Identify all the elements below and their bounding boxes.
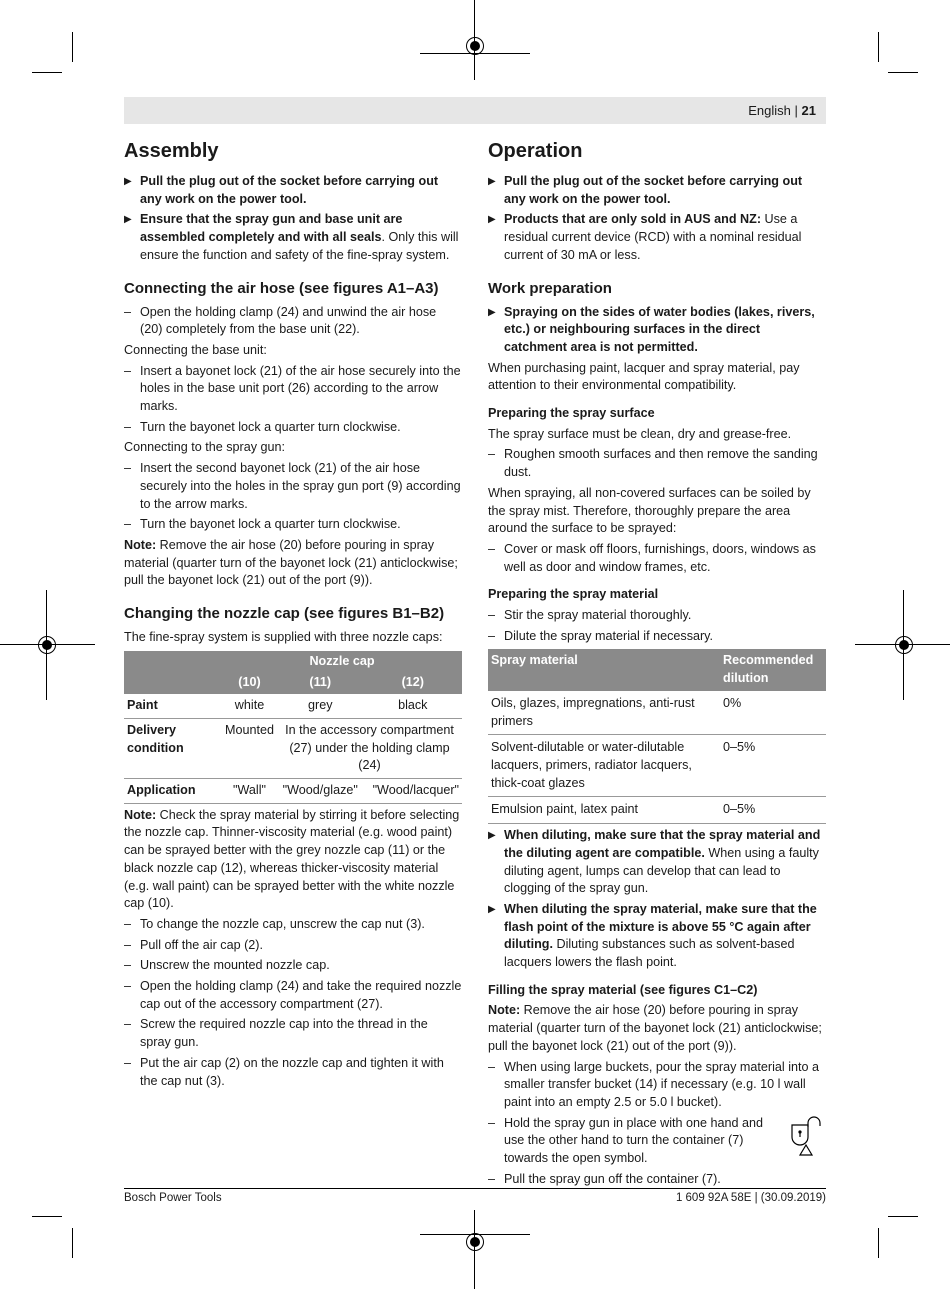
crop-mark [32, 1216, 62, 1217]
warning-bold: Pull the plug out of the socket before carrying out any work on the power tool. [140, 174, 439, 206]
note-label: Note: [124, 807, 157, 822]
table-cell: Oils, glazes, impregnations, anti-rust primers [488, 691, 720, 735]
list-item: – Turn the bayonet lock a quarter turn clockwise. [124, 419, 462, 437]
note-text: Remove the air hose (20) before pouring in spray material (quarter turn of the bayonet lock (21) anticlockwise; pull the bayonet lock (21) out of the port (9)). [488, 1003, 822, 1053]
subsection-heading: Preparing the spray surface [488, 406, 655, 421]
note [124, 537, 462, 590]
table-cell: "Wood/glaze" [277, 778, 364, 803]
note-label: Note: [488, 1003, 521, 1018]
left-column [124, 138, 462, 1093]
crop-mark [888, 1216, 918, 1217]
list-item: – Pull the spray gun off the container (7). [488, 1171, 826, 1189]
warning-text: When using a faulty diluting agent, lumps can develop that can lead to clogging of the spray gun. [504, 845, 819, 896]
table-header: Recommended dilution [720, 649, 826, 690]
table-cell: 0–5% [720, 735, 826, 797]
table-header-empty [124, 651, 222, 673]
footer-doc-id: 1 609 92A 58E | (30.09.2019) [675, 1192, 826, 1204]
unlock-icon [786, 1113, 826, 1157]
right-column [488, 138, 826, 1191]
list-item: – When using large buckets, pour the spray material into a smaller transfer bucket (14) if necessary (e.g. 10 l wall paint into an empty 2.5 or 5.0 l bucket). [488, 1059, 826, 1112]
note [124, 807, 462, 913]
table-row [124, 718, 462, 778]
warning-bold: Spraying on the sides of water bodies (lakes, rivers, etc.) or neighbouring surfaces in the direct catchment area is not permitted. [504, 304, 815, 354]
warning-item [488, 173, 826, 208]
list-item: – Pull off the air cap (2). [124, 937, 462, 955]
list-item: – Roughen smooth surfaces and then remove the sanding dust. [488, 446, 826, 481]
paragraph: When purchasing paint, lacquer and spray material, pay attention to their environmental compatibility. [488, 360, 800, 393]
warning-bold: Ensure that the spray gun and base unit are assembled completely and with all seals [140, 212, 403, 245]
table-cell: Emulsion paint, latex paint [488, 797, 720, 824]
list-item: – Open the holding clamp (24) and take the required nozzle cap out of the accessory compartment (27). [124, 978, 462, 1013]
paragraph: The spray surface must be clean, dry and grease-free. [488, 426, 792, 441]
warning-bold: When diluting, make sure that the spray material and the diluting agent are compatible. [504, 828, 821, 860]
warning-item [488, 901, 826, 972]
table-row [124, 778, 462, 803]
crop-mark [72, 32, 73, 62]
list-item-with-icon [488, 1115, 826, 1168]
subsection-heading: Filling the spray material (see figures C1–C2) [488, 982, 758, 997]
page-header [124, 97, 826, 124]
warning-item [124, 173, 462, 208]
note [488, 1002, 826, 1055]
table-header: Spray material [488, 649, 720, 690]
paragraph: The fine-spray system is supplied with three nozzle caps: [124, 630, 443, 645]
note-text: Remove the air hose (20) before pouring in spray material (quarter turn of the bayonet lock (21) anticlockwise; pull the bayonet lock (21) out of the port (9)). [124, 537, 458, 588]
warning-bold: Pull the plug out of the socket before carrying out any work on the power tool. [504, 174, 803, 206]
table-cell: Application [124, 778, 222, 803]
list-item: – Dilute the spray material if necessary. [488, 628, 826, 646]
nozzle-cap-table [124, 651, 462, 804]
table-cell: Delivery condition [124, 718, 222, 778]
list-item: – Stir the spray material thoroughly. [488, 607, 826, 625]
footer-rule [124, 1188, 826, 1189]
warning-item [488, 304, 826, 357]
list-item: – Cover or mask off floors, furnishings, doors, windows as well as door and window frames, etc. [488, 541, 826, 576]
operation-title: Operation [488, 140, 583, 162]
subsection-heading: Preparing the spray material [488, 587, 659, 602]
crop-mark [72, 1228, 73, 1258]
paragraph: When spraying, all non-covered surfaces can be soiled by the spray mist. Therefore, thoroughly prepare the area around the surface to be sprayed: [488, 485, 811, 536]
section-heading: Connecting the air hose (see figures A1–A3) [124, 279, 439, 297]
header-separator: | [794, 103, 798, 118]
footer-brand: Bosch Power Tools [124, 1192, 222, 1204]
warning-item [488, 827, 826, 898]
warning-text: Diluting substances such as solvent-based lacquers lowers the flash point. [504, 937, 795, 970]
dilution-table [488, 649, 826, 824]
list-item: – Hold the spray gun in place with one hand and use the other hand to turn the container (7) towards the open symbol. [488, 1115, 826, 1168]
crop-mark [878, 1228, 879, 1258]
registration-mark-icon [466, 37, 484, 55]
warning-bold: Products that are only sold in AUS and NZ: [504, 212, 762, 227]
table-header-empty [124, 672, 222, 694]
list-item: – Put the air cap (2) on the nozzle cap and tighten it with the cap nut (3). [124, 1055, 462, 1090]
paragraph: Connecting the base unit: [124, 342, 267, 357]
section-heading: Work preparation [488, 279, 612, 297]
list-item: – To change the nozzle cap, unscrew the cap nut (3). [124, 916, 462, 934]
registration-mark-icon [38, 636, 56, 654]
registration-mark-icon [895, 636, 913, 654]
list-item: – Unscrew the mounted nozzle cap. [124, 957, 462, 975]
table-cell: In the accessory compartment (27) under the holding clamp (24) [277, 718, 462, 778]
table-cell: Solvent-dilutable or water-dilutable lacquers, primers, radiator lacquers, thick-coat glazes [488, 735, 720, 797]
table-cell: Mounted [222, 718, 277, 778]
assembly-title: Assembly [124, 140, 219, 162]
crop-mark [888, 72, 918, 73]
warning-item [488, 211, 826, 264]
note-text: Check the spray material by stirring it before selecting the nozzle cap. Thinner-viscosity material (e.g. wood paint) can be sprayed better with the grey nozzle cap (11) or the black nozzle cap (12), whereas thicker-viscosity material (e.g. wall paint) can be sprayed better with the white nozzle cap (10). [124, 807, 460, 911]
table-cell: white [222, 694, 277, 718]
table-cell: "Wall" [222, 778, 277, 803]
table-header: Nozzle cap [222, 651, 462, 673]
table-header: (10) [222, 672, 277, 694]
list-item: – Turn the bayonet lock a quarter turn clockwise. [124, 516, 462, 534]
table-row [488, 797, 826, 824]
crop-mark [32, 72, 62, 73]
table-cell: black [364, 694, 462, 718]
page-number: 21 [801, 103, 816, 118]
list-item: – Screw the required nozzle cap into the thread in the spray gun. [124, 1016, 462, 1051]
note-label: Note: [124, 537, 157, 552]
list-item: – Insert a bayonet lock (21) of the air hose securely into the holes in the base unit port (26) according to the arrow marks. [124, 363, 462, 416]
header-text [748, 103, 816, 118]
table-row [124, 694, 462, 718]
warning-item [124, 211, 462, 264]
warning-bold: When diluting the spray material, make sure that the flash point of the mixture is above 55 °C again after diluting. [504, 901, 817, 952]
warning-text: Use a residual current device (RCD) with a nominal residual current of 30 mA or less. [504, 212, 802, 262]
table-cell: 0–5% [720, 797, 826, 824]
registration-mark-icon [466, 1233, 484, 1251]
warning-text: . Only this will ensure the function and safety of the fine-spray system. [140, 230, 459, 262]
table-header: (11) [277, 672, 364, 694]
section-heading: Changing the nozzle cap (see figures B1–B2) [124, 605, 445, 623]
table-cell: "Wood/lacquer" [364, 778, 462, 803]
paragraph: Connecting to the spray gun: [124, 440, 286, 455]
table-row [488, 691, 826, 735]
header-language: English [748, 103, 791, 118]
crop-mark [878, 32, 879, 62]
table-header: (12) [364, 672, 462, 694]
table-row [488, 735, 826, 797]
list-item: – Insert the second bayonet lock (21) of the air hose securely into the holes in the spray gun port (9) according to the arrow marks. [124, 460, 462, 513]
table-cell: 0% [720, 691, 826, 735]
table-cell: grey [277, 694, 364, 718]
table-cell: Paint [124, 694, 222, 718]
list-item: – Open the holding clamp (24) and unwind the air hose (20) completely from the base unit (22). [124, 304, 462, 339]
